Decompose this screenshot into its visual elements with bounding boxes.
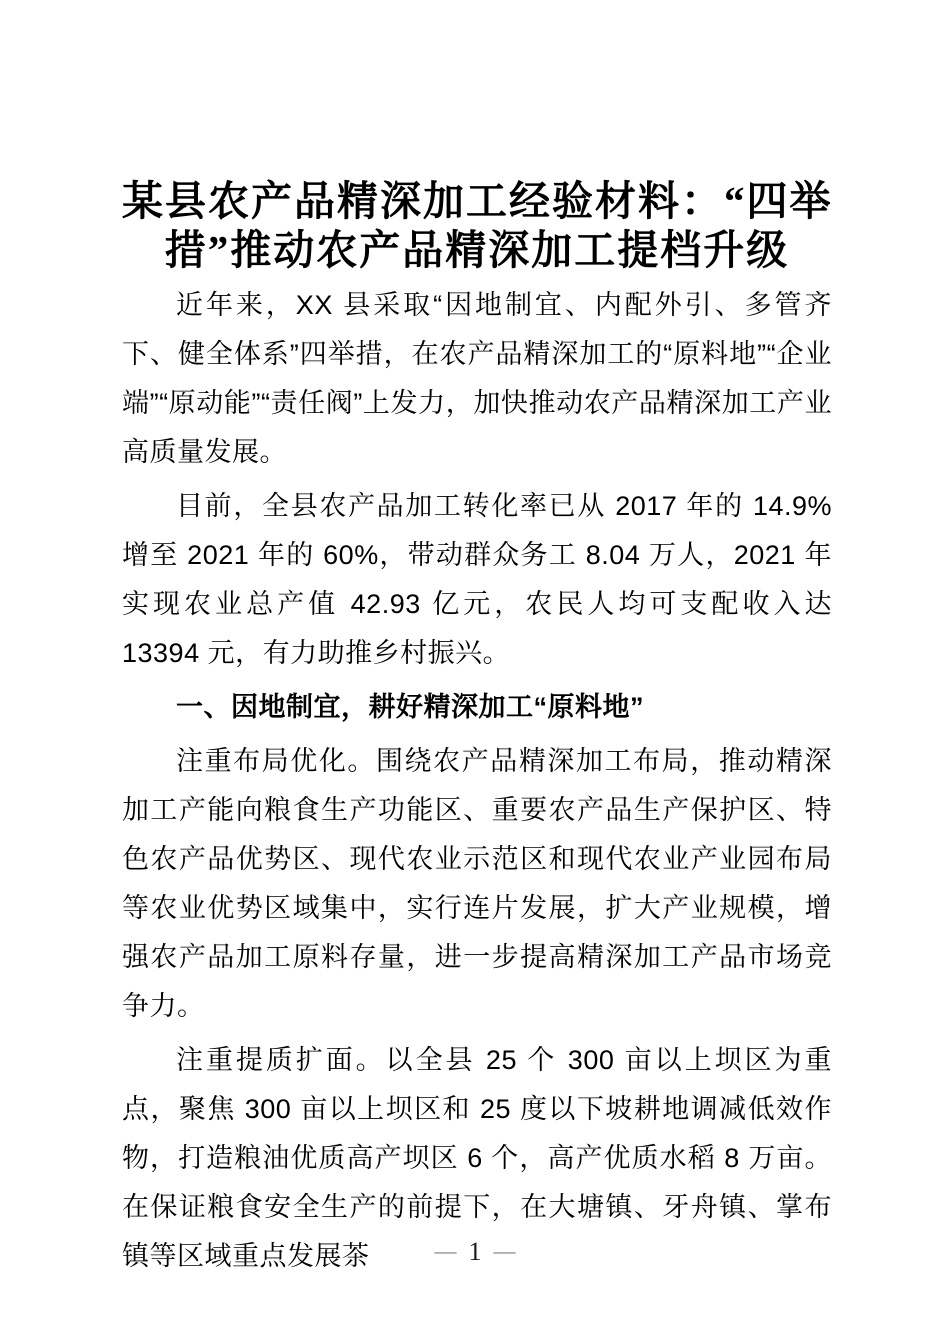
- document-title-line-2: 措”推动农产品精深加工提档升级: [164, 227, 790, 273]
- quality-expansion-paragraph: 注重提质扩面。以全县 25 个 300 亩以上坝区为重点，聚焦 300 亩以上坝区和 25 度以下坡耕地调减低效作物，打造粮油优质高产坝区 6 个，高产优质水稻 8 万亩。在保证粮食安全生产的前提下，在大塘镇、牙舟镇、掌布镇等区域重点发展茶: [122, 1045, 832, 1271]
- document-content: [122, 0, 832, 1286]
- layout-optimization-paragraph: 注重布局优化。围绕农产品精深加工布局，推动精深加工产能向粮食生产功能区、重要农产品生产保护区、特色农产品优势区、现代农业示范区和现代农业产业园布局等农业优势区域集中，实行连片发展，扩大产业规模，增强农产品加工原料存量，进一步提高精深加工产品市场竞争力。: [122, 746, 832, 1021]
- footer-left-dash: —: [434, 1238, 457, 1263]
- document-title-line-1: 某县农产品精深加工经验材料：“四举: [122, 178, 833, 224]
- stats-paragraph: 目前，全县农产品加工转化率已从 2017 年的 14.9%增至 2021 年的 60%，带动群众务工 8.04 万人，2021 年实现农业总产值 42.93 亿元，农民人均可支配收入达 13394 元，有力助推乡村振兴。: [122, 491, 832, 668]
- section-1-heading: 一、因地制宜，耕好精深加工“原料地”: [176, 692, 644, 722]
- footer-page-number: 1: [468, 1237, 482, 1266]
- footer-right-dash: —: [493, 1238, 516, 1263]
- intro-paragraph: 近年来，XX 县采取“因地制宜、内配外引、多管齐下、健全体系”四举措，在农产品精深加工的“原料地”“企业端”“原动能”“责任阀”上发力，加快推动农产品精深加工产业高质量发展。: [122, 290, 832, 467]
- document-title: [122, 177, 832, 275]
- page-footer: [0, 1233, 950, 1270]
